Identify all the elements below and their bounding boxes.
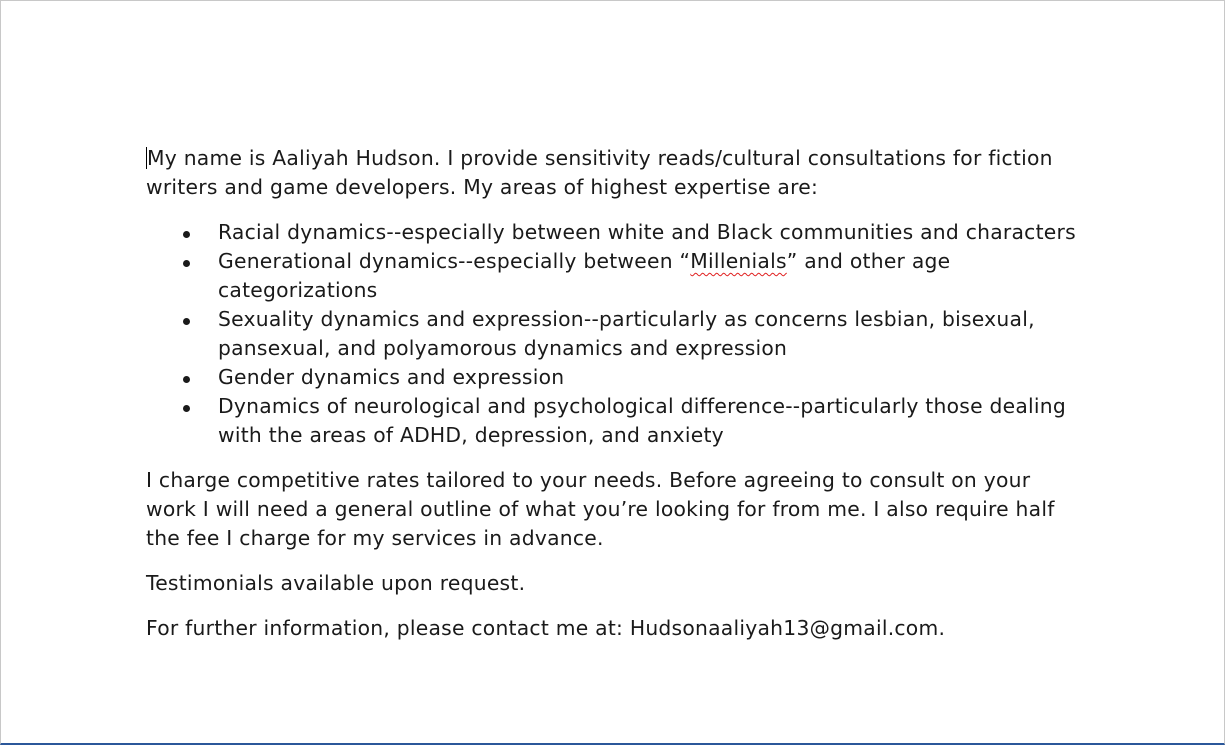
list-item-text: Dynamics of neurological and psychological difference--particularly those dealing with the areas of ADHD, depression, and anxiety [218, 394, 1067, 447]
list-item-text: Racial dynamics--especially between white and Black communities and characters [218, 220, 1076, 244]
testimonials-paragraph: Testimonials available upon request. [146, 571, 526, 595]
list-item-text-before: Generational dynamics--especially between “ [218, 249, 691, 273]
bullet-icon [183, 260, 190, 267]
document-body[interactable] [146, 144, 1076, 659]
misspelled-word[interactable]: Millenials [690, 249, 787, 273]
list-item [146, 305, 1076, 363]
intro-text: My name is Aaliyah Hudson. I provide sensitivity reads/cultural consultations for fiction writers and game developers. My areas of highest expertise are: [146, 146, 1053, 199]
bullet-icon [183, 231, 190, 238]
expertise-list [146, 218, 1076, 450]
bullet-icon [183, 318, 190, 325]
rates-paragraph: I charge competitive rates tailored to your needs. Before agreeing to consult on your work I will need a general outline of what you’re looking for from me. I also require half the fee I charge for my services in advance. [146, 468, 1055, 550]
list-item [146, 218, 1076, 247]
list-item-text-after: ” and other age categorizations [218, 249, 951, 302]
bullet-icon [183, 376, 190, 383]
list-item [146, 363, 1076, 392]
intro-paragraph[interactable] [146, 144, 1076, 202]
list-item-text: Gender dynamics and expression [218, 365, 565, 389]
list-item [146, 392, 1076, 450]
bullet-icon [183, 405, 190, 412]
list-item [146, 247, 1076, 305]
contact-paragraph: For further information, please contact me at: Hudsonaaliyah13@gmail.com. [146, 616, 946, 640]
list-item-text: Sexuality dynamics and expression--particularly as concerns lesbian, bisexual, pansexual, and polyamorous dynamics and expression [218, 307, 1035, 360]
